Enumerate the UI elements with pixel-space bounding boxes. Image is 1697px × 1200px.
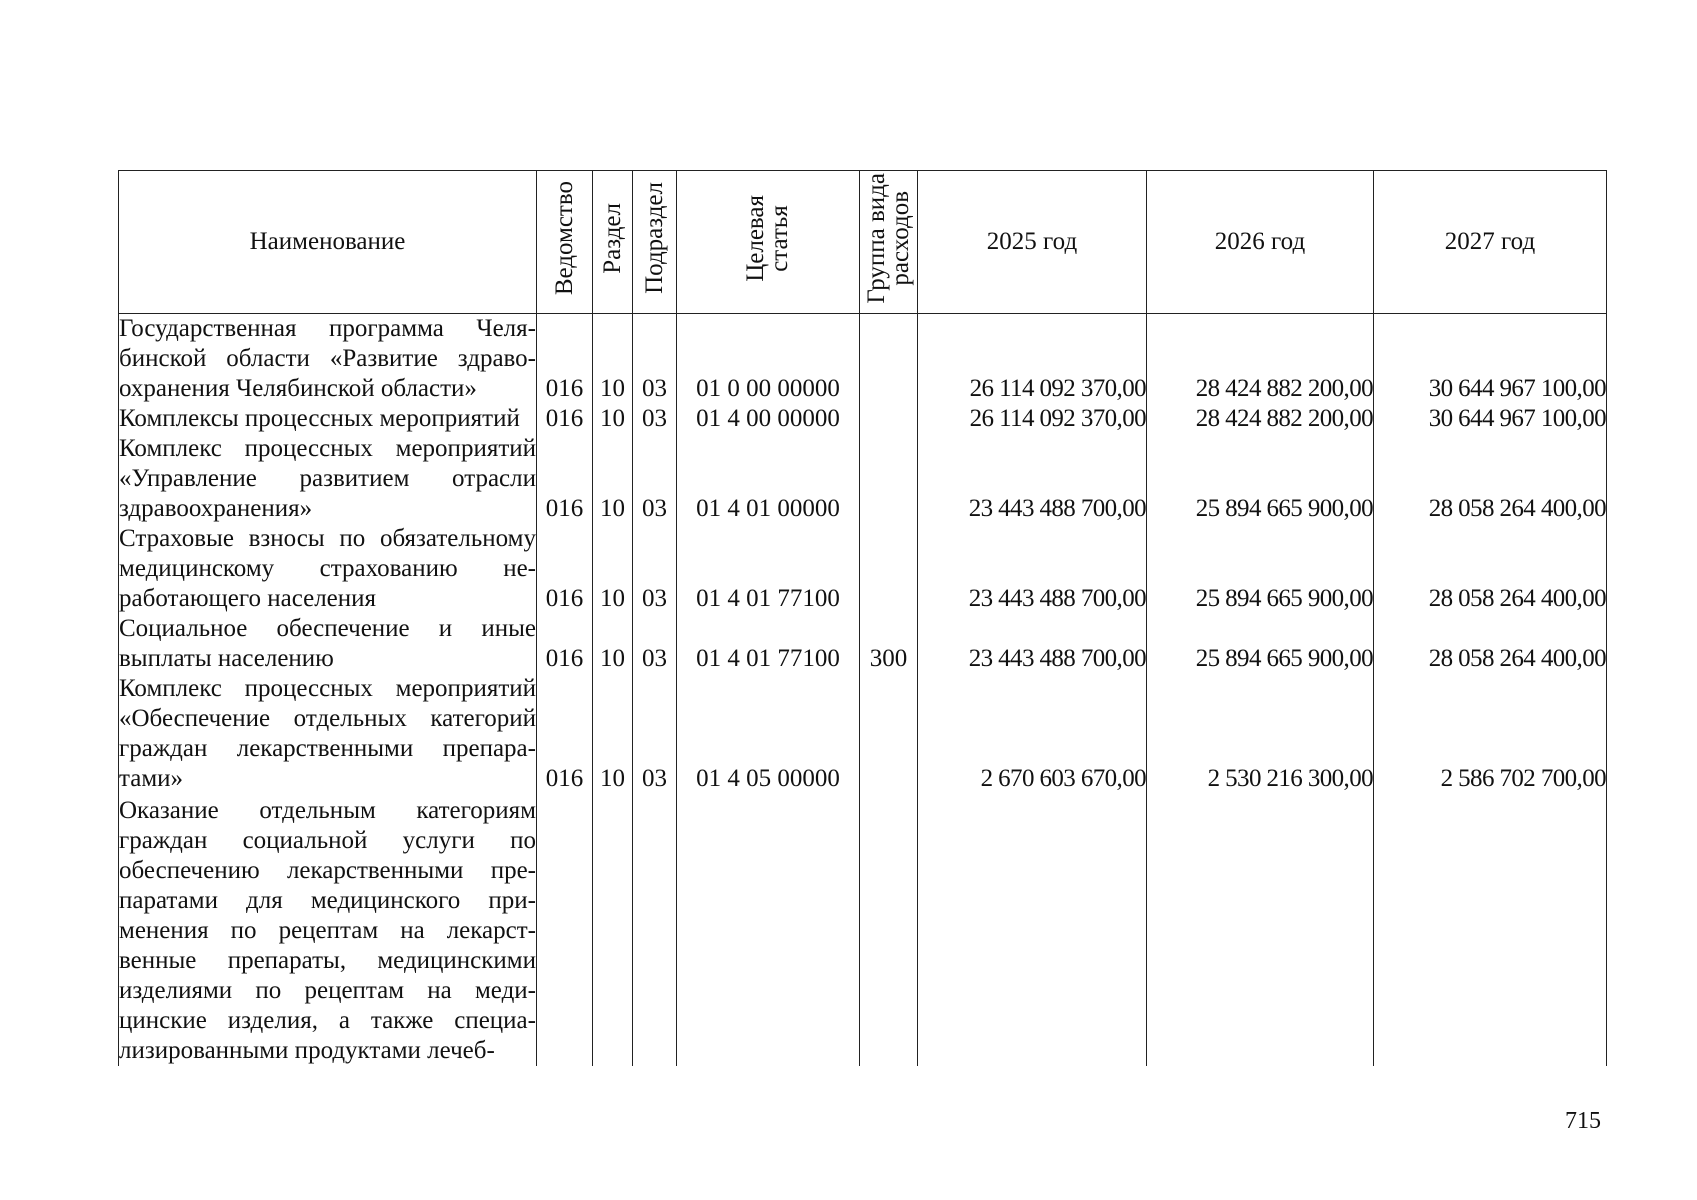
row-gruppa [860,404,918,434]
row-2026: 28 424 882 200,00 [1147,404,1374,434]
header-name: Наименование [119,171,537,314]
row-2025: 23 443 488 700,00 [918,614,1147,674]
table-row [119,434,1607,524]
row-vedomstvo: 016 [537,674,593,794]
header-podrazdel: Подраздел [633,171,677,314]
row-tselevaya: 01 4 05 00000 [677,674,860,794]
row-razdel: 10 [593,314,633,405]
header-gruppa-vida-rashodov: Группа вида расходов [860,171,918,314]
row-gruppa [860,674,918,794]
row-tselevaya: 01 4 00 00000 [677,404,860,434]
row-podrazdel: 03 [633,614,677,674]
row-gruppa [860,314,918,405]
row-podrazdel: 03 [633,674,677,794]
header-2027: 2027 год [1374,171,1607,314]
row-podrazdel: 03 [633,404,677,434]
row-2026: 2 530 216 300,00 [1147,674,1374,794]
row-name: Социальное обеспечение и иные выплаты населению [119,615,536,672]
row-vedomstvo [537,794,593,1066]
row-tselevaya: 01 4 01 77100 [677,614,860,674]
row-2027 [1374,794,1607,1066]
row-2026: 25 894 665 900,00 [1147,524,1374,614]
page-number: 715 [1565,1108,1601,1134]
row-name: Комплекс процессных мероприятий «Обеспечение отдельных категорий граждан лекарственными препаратами» [119,675,536,792]
row-vedomstvo: 016 [537,314,593,405]
row-razdel: 10 [593,434,633,524]
row-vedomstvo: 016 [537,524,593,614]
row-gruppa: 300 [860,614,918,674]
row-2027: 2 586 702 700,00 [1374,674,1607,794]
header-vedomstvo: Ведомство [537,171,593,314]
row-tselevaya: 01 0 00 00000 [677,314,860,405]
table-row [119,614,1607,674]
header-2026: 2026 год [1147,171,1374,314]
row-2027: 30 644 967 100,00 [1374,404,1607,434]
row-2026: 25 894 665 900,00 [1147,614,1374,674]
row-2025 [918,794,1147,1066]
row-gruppa [860,794,918,1066]
table-row [119,674,1607,794]
row-name: Государственная программа Челябинской области «Развитие здравоохранения Челябинской области» [119,315,536,402]
row-razdel: 10 [593,674,633,794]
row-vedomstvo: 016 [537,614,593,674]
row-tselevaya: 01 4 01 77100 [677,524,860,614]
table-row [119,794,1607,1066]
row-razdel: 10 [593,614,633,674]
row-vedomstvo: 016 [537,404,593,434]
row-podrazdel: 03 [633,434,677,524]
row-2025: 2 670 603 670,00 [918,674,1147,794]
header-razdel: Раздел [593,171,633,314]
row-tselevaya: 01 4 01 00000 [677,434,860,524]
row-2026 [1147,794,1374,1066]
row-name: Комплекс процессных мероприятий «Управление развитием отрасли здравоохранения» [119,435,536,522]
row-razdel [593,794,633,1066]
row-2025: 26 114 092 370,00 [918,314,1147,405]
row-gruppa [860,434,918,524]
row-vedomstvo: 016 [537,434,593,524]
row-2025: 23 443 488 700,00 [918,524,1147,614]
row-name: Комплексы процессных мероприятий [119,404,537,434]
row-2025: 26 114 092 370,00 [918,404,1147,434]
row-2027: 28 058 264 400,00 [1374,434,1607,524]
row-name: Страховые взносы по обязательному медицинскому страхованию неработающего населения [119,525,536,612]
row-podrazdel: 03 [633,314,677,405]
budget-table [118,170,1607,1066]
table-row [119,404,1607,434]
row-2027: 28 058 264 400,00 [1374,524,1607,614]
row-razdel: 10 [593,404,633,434]
table-row [119,524,1607,614]
row-2026: 25 894 665 900,00 [1147,434,1374,524]
table-header-row [119,171,1607,314]
table-row [119,314,1607,405]
row-2025: 23 443 488 700,00 [918,434,1147,524]
row-2026: 28 424 882 200,00 [1147,314,1374,405]
row-gruppa [860,524,918,614]
row-2027: 30 644 967 100,00 [1374,314,1607,405]
row-podrazdel: 03 [633,524,677,614]
header-tselevaya-statya: Целевая статья [677,171,860,314]
row-podrazdel [633,794,677,1066]
row-razdel: 10 [593,524,633,614]
row-name: Оказание отдельным категориям граждан социальной услуги по обеспечению лекарственными препаратами для медицинского применения по рецептам на лекарственные препараты, медицинскими изделиями по рецептам на медицинские изделия, а также специализированными продуктами лечеб- [119,794,537,1066]
row-tselevaya [677,794,860,1066]
header-2025: 2025 год [918,171,1147,314]
row-2027: 28 058 264 400,00 [1374,614,1607,674]
